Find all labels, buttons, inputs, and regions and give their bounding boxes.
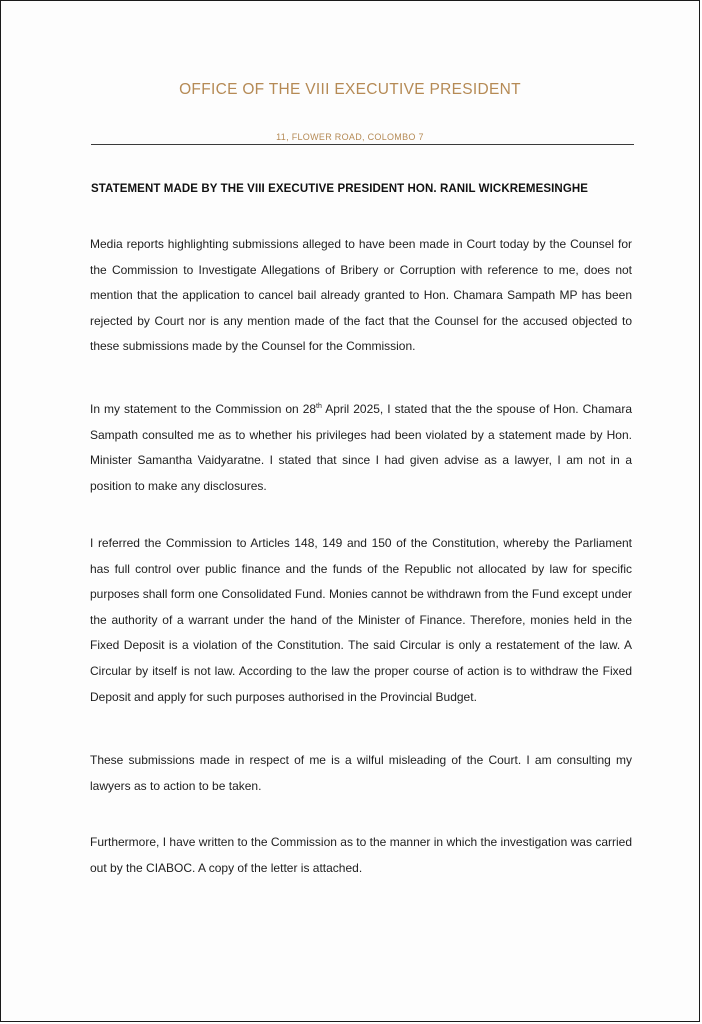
paragraph-2 <box>90 397 632 499</box>
paragraph-3-continued: These submissions made in respect of me is a wilful misleading of the Court. I am consulting my lawyers as to action to be taken. <box>90 753 632 793</box>
paragraph-2-end: April 2025, I stated that the the spouse of Hon. Chamara Sampath consulted me as to whether his privileges had been violated by a statement made by Hon. Minister Samantha Vaidyaratne. I stated that since I had given advise as a lawyer, I am not in a position to make any disclosures. <box>90 402 632 493</box>
paragraph-1: Media reports highlighting submissions alleged to have been made in Court today by the Counsel for the Commission to Investigate Allegations of Bribery or Corruption with reference to me, does not mention that the application to cancel bail already granted to Hon. Chamara Sampath MP has been rejected by Court nor is any mention made of the fact that the Counsel for the accused objected to these submissions made by the Counsel for the Commission. <box>90 237 632 354</box>
office-address: 11, FLOWER ROAD, COLOMBO 7 <box>276 132 424 142</box>
letterhead-divider <box>91 144 634 145</box>
paragraph-3: I referred the Commission to Articles 148, 149 and 150 of the Constitution, whereby the Parliament has full control over public finance and the funds of the Republic not allocated by law for specific purposes shall form one Consolidated Fund. Monies cannot be withdrawn from the Fund except under the authority of a warrant under the hand of the Minister of Finance. Therefore, monies held in the Fixed Deposit is a violation of the Constitution. The said Circular is only a restatement of the law. A Circular by itself is not law. According to the law the proper course of action is to withdraw the Fixed Deposit and apply for such purposes authorised in the Provincial Budget. <box>90 536 632 704</box>
statement-heading: STATEMENT MADE BY THE VIII EXECUTIVE PRESIDENT HON. RANIL WICKREMESINGHE <box>91 183 589 195</box>
office-title: OFFICE OF THE VIII EXECUTIVE PRESIDENT <box>179 81 521 98</box>
paragraph-4: Furthermore, I have written to the Commission as to the manner in which the investigation was carried out by the CIABOC. A copy of the letter is attached. <box>90 835 632 875</box>
paragraph-2-start: In my statement to the Commission on 28 <box>90 402 317 416</box>
ordinal-suffix: th <box>316 403 322 410</box>
